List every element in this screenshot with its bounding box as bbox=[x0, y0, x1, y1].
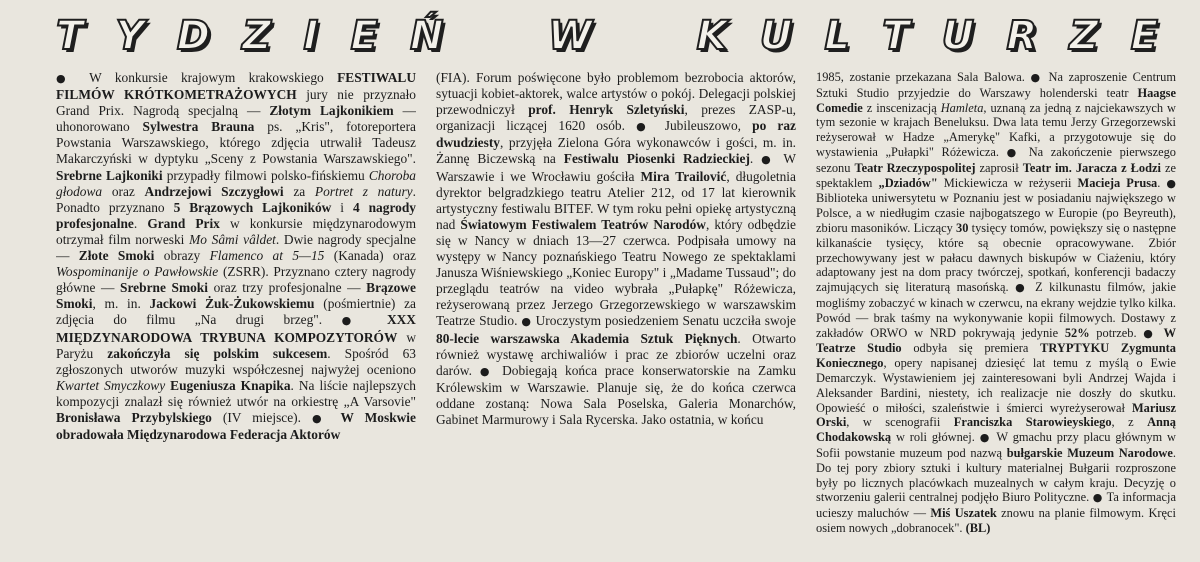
masthead-letter: E bbox=[350, 13, 378, 59]
text-run: . Dwie nagrody specjalne — bbox=[56, 231, 416, 264]
text-run: Biblioteka uniwersytetu w Poznaniu jest w posiadaniu największego w Polsce, a w niedługim czasie najbogatszego w Europie (po Beyreuth), zbioru masoników. Liczący bbox=[816, 191, 1176, 235]
article-column-2 bbox=[436, 70, 796, 562]
bold-text: W Teatrze Studio bbox=[816, 325, 1176, 356]
bold-text: Światowym Festiwalem Teatrów Narodów bbox=[460, 216, 706, 232]
text-run: (pośmiertnie) za zdjęcia do filmu „Na drugi brzeg". bbox=[56, 296, 416, 328]
bold-text: Bronisława Przybylskiego bbox=[56, 409, 212, 425]
bold-text: Grand Prix bbox=[147, 215, 220, 231]
bullet-icon: ● bbox=[1006, 145, 1029, 159]
text-run: z inscenizacją bbox=[862, 100, 941, 115]
article-column-1 bbox=[56, 70, 416, 562]
text-run: Mickiewicza w reżyserii bbox=[937, 175, 1078, 190]
bold-text: 80-lecie warszawska Akademia Sztuk Pięknych bbox=[436, 330, 738, 346]
column-text bbox=[816, 70, 1176, 536]
bold-text: Festiwalu Piosenki Radzieckiej bbox=[563, 151, 750, 167]
masthead-letter: Ń bbox=[410, 13, 444, 59]
text-run: Na zakończenie pierwszego sezonu bbox=[816, 144, 1176, 175]
text-run: W gmachu przy placu głównym w Sofii powstanie muzeum pod nazwą bbox=[816, 430, 1176, 460]
text-run: , w scenografii bbox=[846, 415, 954, 430]
bullet-icon: ● bbox=[312, 411, 341, 425]
text-run: i bbox=[331, 199, 353, 215]
text-run: oraz trzy profesjonalne — bbox=[207, 280, 367, 296]
bold-text: Mariusz Orski bbox=[816, 400, 1176, 430]
text-run: odbyła się premiera bbox=[901, 341, 1041, 356]
column-text bbox=[56, 70, 416, 443]
masthead-letter: U bbox=[759, 13, 793, 59]
bullet-icon: ● bbox=[341, 314, 387, 328]
bullet-icon: ● bbox=[1143, 326, 1164, 340]
bold-text: Srebrne Smoki bbox=[120, 280, 208, 296]
masthead-letter: Z bbox=[242, 13, 272, 59]
bullet-icon: ● bbox=[1030, 71, 1049, 84]
bold-text: Teatr Rzeczypospolitej bbox=[854, 160, 976, 175]
bold-text: Franciszka Starowieyskiego bbox=[953, 415, 1112, 430]
masthead-letter: W bbox=[547, 13, 593, 59]
masthead-letter: E bbox=[1130, 13, 1158, 59]
text-run: (IV miejsce). bbox=[211, 409, 312, 425]
text-run: Uroczystym posiedzeniem Senatu uczciła swoje bbox=[535, 313, 796, 329]
text-run: w konkursie międzynarodowym otrzymał film norweski bbox=[56, 215, 416, 247]
masthead-letter: D bbox=[176, 13, 210, 59]
masthead-letter: U bbox=[941, 13, 975, 59]
text-run: 1985, zostanie przekazana Sala Balowa. bbox=[816, 70, 1031, 84]
bullet-icon: ● bbox=[521, 315, 536, 329]
bold-text: 5 Brązowych Lajkoników bbox=[173, 199, 332, 215]
text-run: znowu na planie filmowym. Kręci osiem nowych „dobranocek". bbox=[816, 506, 1176, 535]
bullet-icon: ● bbox=[56, 72, 90, 85]
bold-text: prof. Henryk Szletyński bbox=[528, 102, 685, 118]
text-run: za bbox=[283, 183, 315, 199]
text-run: oraz bbox=[102, 183, 145, 199]
bold-text: Anną Chodakowską bbox=[816, 415, 1176, 445]
text-run: . bbox=[1157, 175, 1167, 190]
text-run: przypadły filmowi polsko-fińskiemu bbox=[162, 167, 369, 183]
bold-text: Srebrne Lajkoniki bbox=[56, 167, 163, 183]
bullet-icon: ● bbox=[1015, 281, 1036, 295]
bold-text: 52% bbox=[1064, 325, 1090, 340]
text-run: . Spośród 63 zgłoszonych utworów muzyki współczesnej najwyżej oceniono bbox=[56, 345, 416, 377]
italic-text: Mo Sâmi vâldet bbox=[189, 231, 276, 247]
bold-text: Brązowe Smoki bbox=[56, 280, 416, 312]
text-run: (ZSRR). Przyznano cztery nagrody główne — bbox=[56, 264, 416, 296]
text-run: , przyjęła Zielona Góra wykonawców i gości, m. in. Żannę Biczewską na bbox=[436, 135, 796, 167]
bold-text: XXX MIĘDZYNARODOWA TRYBUNA KOMPOZYTORÓW bbox=[56, 312, 416, 345]
italic-text: Portret z natury bbox=[314, 183, 413, 199]
masthead-letter: T bbox=[56, 13, 84, 59]
text-run: Dobiegają końca prace konserwatorskie na Zamku Królewskim w Warszawie. Planuje się, że do końca czerwca oddane zostaną: Nowa Sala Poselska, Galeria Monarchów, Gabinet Marmurowy i Sala Rycerska. Jako ostatnia, w końcu bbox=[436, 362, 796, 427]
text-run: Z kilkunastu filmów, jakie mogliśmy zobaczyć w kinach w czerwcu, na ekrany wejdzie tylko kilka. Powód — brak taśmy na wykonywanie kopii filmowych. Dostawy z zakładów ORWO w NRD pokrywają jedynie bbox=[816, 280, 1176, 340]
bold-text: Eugeniusza Knapika bbox=[170, 377, 291, 393]
text-run: potrzeb. bbox=[1089, 325, 1144, 340]
bold-text: zakończyła się polskim sukcesem bbox=[107, 345, 328, 361]
bold-text: po raz dwudziesty bbox=[436, 118, 796, 151]
bold-text: Miś Uszatek bbox=[930, 506, 997, 521]
masthead-letter: T bbox=[882, 13, 910, 59]
article-column-3 bbox=[816, 70, 1176, 562]
text-run: zaprosił bbox=[975, 160, 1023, 175]
masthead-letter: K bbox=[696, 13, 728, 59]
text-run: obrazy bbox=[154, 248, 210, 264]
text-run: Ta informacja ucieszy maluchów — bbox=[816, 490, 1176, 521]
text-run: . bbox=[133, 215, 148, 231]
bold-text: Mira Trailović bbox=[640, 168, 727, 184]
bold-text: Sylwestra Brauna bbox=[142, 119, 255, 135]
column-text bbox=[436, 70, 796, 428]
bullet-icon: ● bbox=[636, 120, 665, 134]
bold-text: Teatr im. Jaracza z Łodzi bbox=[1022, 160, 1161, 175]
bold-text: 30 bbox=[956, 220, 969, 235]
bold-text: W Moskwie obradowała Międzynarodowa Federacja Aktorów bbox=[56, 409, 416, 443]
text-run: , opery napisanej dziesięć lat temu z myślą o Ewie Demarczyk. Wystawieniem jej zainteresowani byli Andrzej Wajda i Aleksander Bardini, niestety, ich realizacje nie doszły do skutku. Opowieść o miłości, szaleństwie i śmierci wyreżyserował bbox=[816, 356, 1176, 415]
text-run: Na zaproszenie Centrum Sztuki Studio przyjedzie do Warszawy holenderski teatr bbox=[816, 70, 1176, 100]
masthead-letter: L bbox=[824, 13, 850, 59]
article-columns bbox=[56, 70, 1176, 562]
italic-text: Choroba głodowa bbox=[56, 167, 416, 199]
text-run: (Kanada) oraz bbox=[324, 248, 416, 264]
bold-text: Jackowi Żuk-Żukowskiemu bbox=[149, 296, 315, 312]
bold-text: bułgarskie Muzeum Narodowe bbox=[1006, 445, 1173, 460]
text-run: , długoletnia dyrektor belgradzkiego teatru Atelier 212, od 17 lat kierownik artystyczny festiwalu BITEF. W tym roku pełni opiekę artystyczną nad bbox=[436, 168, 796, 232]
bold-text: (BL) bbox=[965, 520, 991, 535]
bullet-icon: ● bbox=[1166, 176, 1176, 190]
text-run: , prezes ZASP-u, organizacji liczącej 1620 osób. bbox=[436, 102, 796, 134]
masthead-letter: I bbox=[303, 13, 319, 59]
text-run: . bbox=[749, 151, 762, 167]
text-run: , uznaną za jedną z najciekawszych w tym sezonie w krajach Beneluksu. Dwa lata temu Jerzy Grzegorzewski reżyserował w Hadze „Amerykę" Kafki, a przygotowuje się do wystawienia „Pułapki" Różewicza. bbox=[816, 100, 1176, 159]
text-run: w roli głównej. bbox=[891, 430, 980, 445]
text-run: . Do tej pory zbiory sztuki i kultury materialnej Bułgarii rozproszone były po licznych placówkach muzealnych w całym kraju. Decyzję o stworzeniu galerii centralnej podjęło Biuro Polityczne. bbox=[816, 445, 1176, 505]
text-run: ze spektaklem bbox=[816, 160, 1176, 190]
italic-text: Wospominanije o Pawłowskie bbox=[56, 264, 219, 280]
text-run: W konkursie krajowym krakowskiego bbox=[89, 70, 338, 85]
text-run: , m. in. bbox=[92, 296, 150, 312]
text-run: — uhonorowano bbox=[56, 103, 416, 135]
bold-text: Macieja Prusa bbox=[1077, 175, 1158, 190]
text-run: . Otwarto również wystawę archiwaliów i prac ze zbiorów uczelni oraz darów. bbox=[436, 330, 796, 378]
bold-text: 4 nagrody profesjonalne bbox=[56, 199, 416, 231]
text-run: (FIA). Forum poświęcone było problemom bezrobocia aktorów, sytuacji kobiet-aktorek, walce artystów o pokój. Delegacji polskiej przewodniczył bbox=[436, 70, 796, 118]
bullet-icon: ● bbox=[479, 364, 503, 378]
text-run: w Paryżu bbox=[56, 329, 416, 361]
italic-text: Kwartet Smyczkowy bbox=[56, 377, 166, 393]
text-run: jury nie przyznało Grand Prix. Nagrodą specjalną — bbox=[56, 87, 416, 119]
masthead-letter: Y bbox=[115, 13, 145, 59]
masthead-title bbox=[56, 10, 1158, 62]
masthead-letter: Z bbox=[1069, 13, 1099, 59]
text-run: ps. „Kris", fotoreportera Powstania Warszawskiego, którego zdjęcia utrwalił Tadeusz Makarczyński w dyptyku „Sceny z Powstania Warszawskiego". bbox=[56, 119, 416, 167]
bold-text: Złotym Lajkonikiem bbox=[269, 103, 394, 119]
bold-text: Andrzejowi Szczygłowi bbox=[144, 183, 284, 199]
text-run: W Warszawie i we Wrocławiu gościła bbox=[436, 151, 796, 184]
text-run: . Na liście najlepszych kompozycji znalazł się również utwór na orkiestrę „A Varsovie" bbox=[56, 377, 416, 409]
text-run: tysięcy tomów, powiększy się o następne kilkanaście tysięcy, które są obecnie opracowywane. Zbiór przechowywany jest w pałacu dawnych biskupów w Ciażeniu, który adaptowany jest na dom pracy twórczej, spotkań, konferencji badaczy zajmujących się literaturą masońską. bbox=[816, 220, 1176, 295]
bold-text: Złote Smoki bbox=[78, 248, 155, 264]
text-run: . Ponadto przyznano bbox=[56, 183, 416, 215]
text-run: , który odbędzie się w Nancy w dniach 13—27 czerwca. Podpisała umowy na występy w Nancy poznańskiego Teatru Nowego ze spektaklami Janusza Wiśniewskiego „Koniec Europy" i „Madame Tussaud"; do przeglądu teatrów na video wybrała „Pułapkę" Różewicza, reżyserowaną przez Jerzego Grzegorzewskiego w warszawskim Teatrze Studio. bbox=[436, 216, 796, 329]
bullet-icon: ● bbox=[979, 431, 997, 445]
bold-text: FESTIWALU FILMÓW KRÓTKOMETRAŻOWYCH bbox=[56, 70, 416, 103]
italic-text: Hamleta bbox=[940, 100, 984, 115]
masthead-letter: R bbox=[1006, 13, 1038, 59]
text-run: Jubileuszowo, bbox=[664, 118, 753, 134]
bold-text: „Dziadów" bbox=[878, 175, 938, 190]
bullet-icon: ● bbox=[761, 153, 784, 167]
italic-text: Flamenco at 5—15 bbox=[209, 248, 325, 264]
bold-text: TRYPTYKU Zygmunta Koniecznego bbox=[816, 341, 1176, 371]
text-run: , z bbox=[1111, 415, 1148, 430]
bold-text: Haagse Comedie bbox=[816, 85, 1176, 115]
bullet-icon: ● bbox=[1092, 491, 1107, 505]
